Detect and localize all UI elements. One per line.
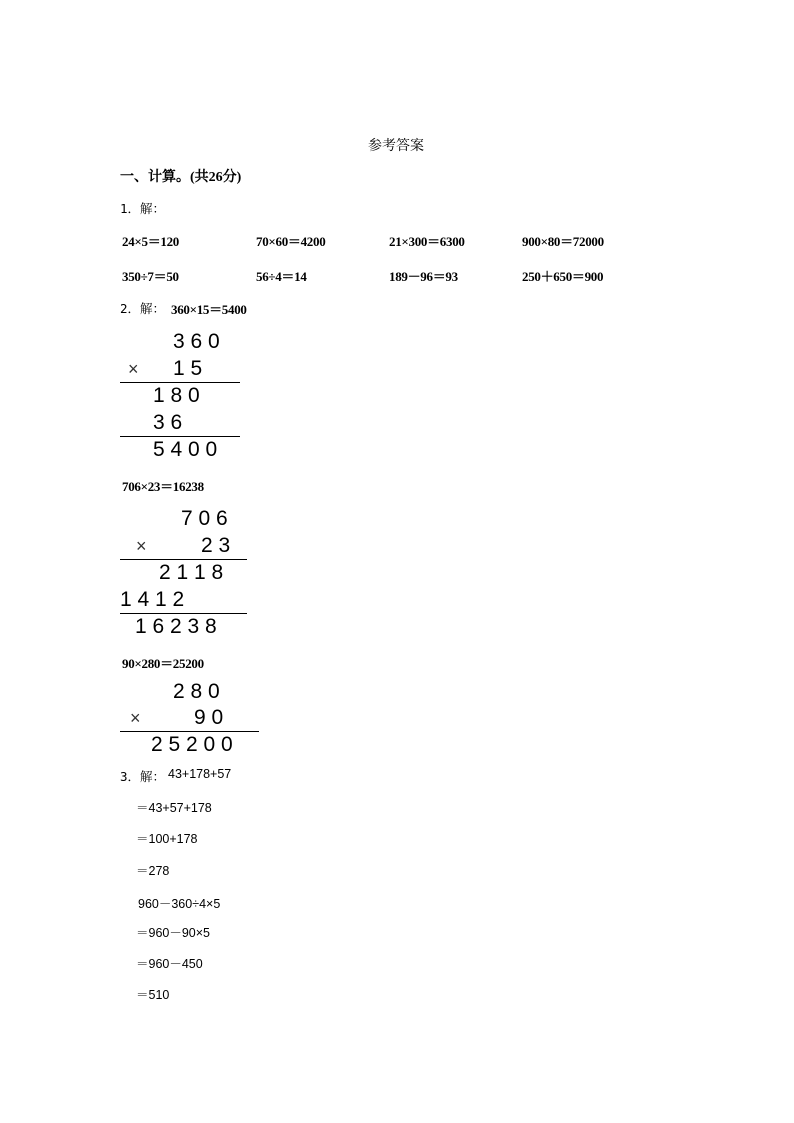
equation: 21×300＝6300 [389, 234, 465, 249]
multiplicand: 2 8 0 [173, 680, 220, 703]
equation: 360×15＝5400 [171, 302, 247, 317]
multiplicand: 7 0 6 [181, 507, 228, 530]
question-1-label: 1．解： [120, 201, 166, 216]
multiplier: 2 3 [201, 534, 231, 557]
calculation-step: ＝960－450 [136, 957, 203, 971]
multiply-sign: × [136, 536, 147, 556]
vertical-multiplication-3 [120, 678, 260, 760]
partial-product: 3 6 [153, 411, 183, 434]
calculation-step: ＝960－90×5 [136, 926, 211, 940]
partial-product: 1 4 1 2 [120, 588, 185, 611]
vertical-multiplication-1 [120, 328, 240, 463]
partial-product: 1 8 0 [153, 384, 200, 407]
partial-product: 2 1 1 8 [159, 561, 224, 584]
equation: 70×60＝4200 [256, 234, 326, 249]
equation: 706×23＝16238 [122, 479, 204, 494]
multiply-sign: × [128, 359, 139, 379]
equation: 90×280＝25200 [122, 656, 204, 671]
vertical-multiplication-2 [120, 505, 248, 640]
expression: 43+178+57 [168, 767, 232, 781]
calculation-step: ＝278 [136, 864, 170, 878]
question-3-label: 3．解： [120, 769, 166, 784]
equation: 24×5＝120 [122, 234, 180, 249]
calculation-step: ＝510 [136, 988, 170, 1002]
question-2-label: 2．解： [120, 301, 166, 316]
expression: 960－360÷4×5 [138, 897, 221, 911]
calculation-step: ＝100+178 [136, 832, 198, 846]
product: 5 4 0 0 [153, 438, 218, 461]
multiplier: 9 0 [194, 706, 224, 729]
multiply-sign: × [130, 708, 141, 728]
calculation-step: ＝43+57+178 [136, 801, 212, 815]
equation: 350÷7＝50 [122, 269, 179, 284]
equation: 250＋650＝900 [522, 269, 604, 284]
equation: 900×80＝72000 [522, 234, 604, 249]
section-heading-calculation: 一、计算。(共26分) [120, 170, 242, 185]
multiplicand: 3 6 0 [173, 330, 220, 353]
equation: 189－96＝93 [389, 269, 458, 284]
multiplier: 1 5 [173, 357, 203, 380]
equation: 56÷4＝14 [256, 269, 307, 284]
product: 2 5 2 0 0 [151, 733, 233, 756]
product: 1 6 2 3 8 [135, 615, 217, 638]
page-title: 参考答案 [368, 139, 424, 154]
